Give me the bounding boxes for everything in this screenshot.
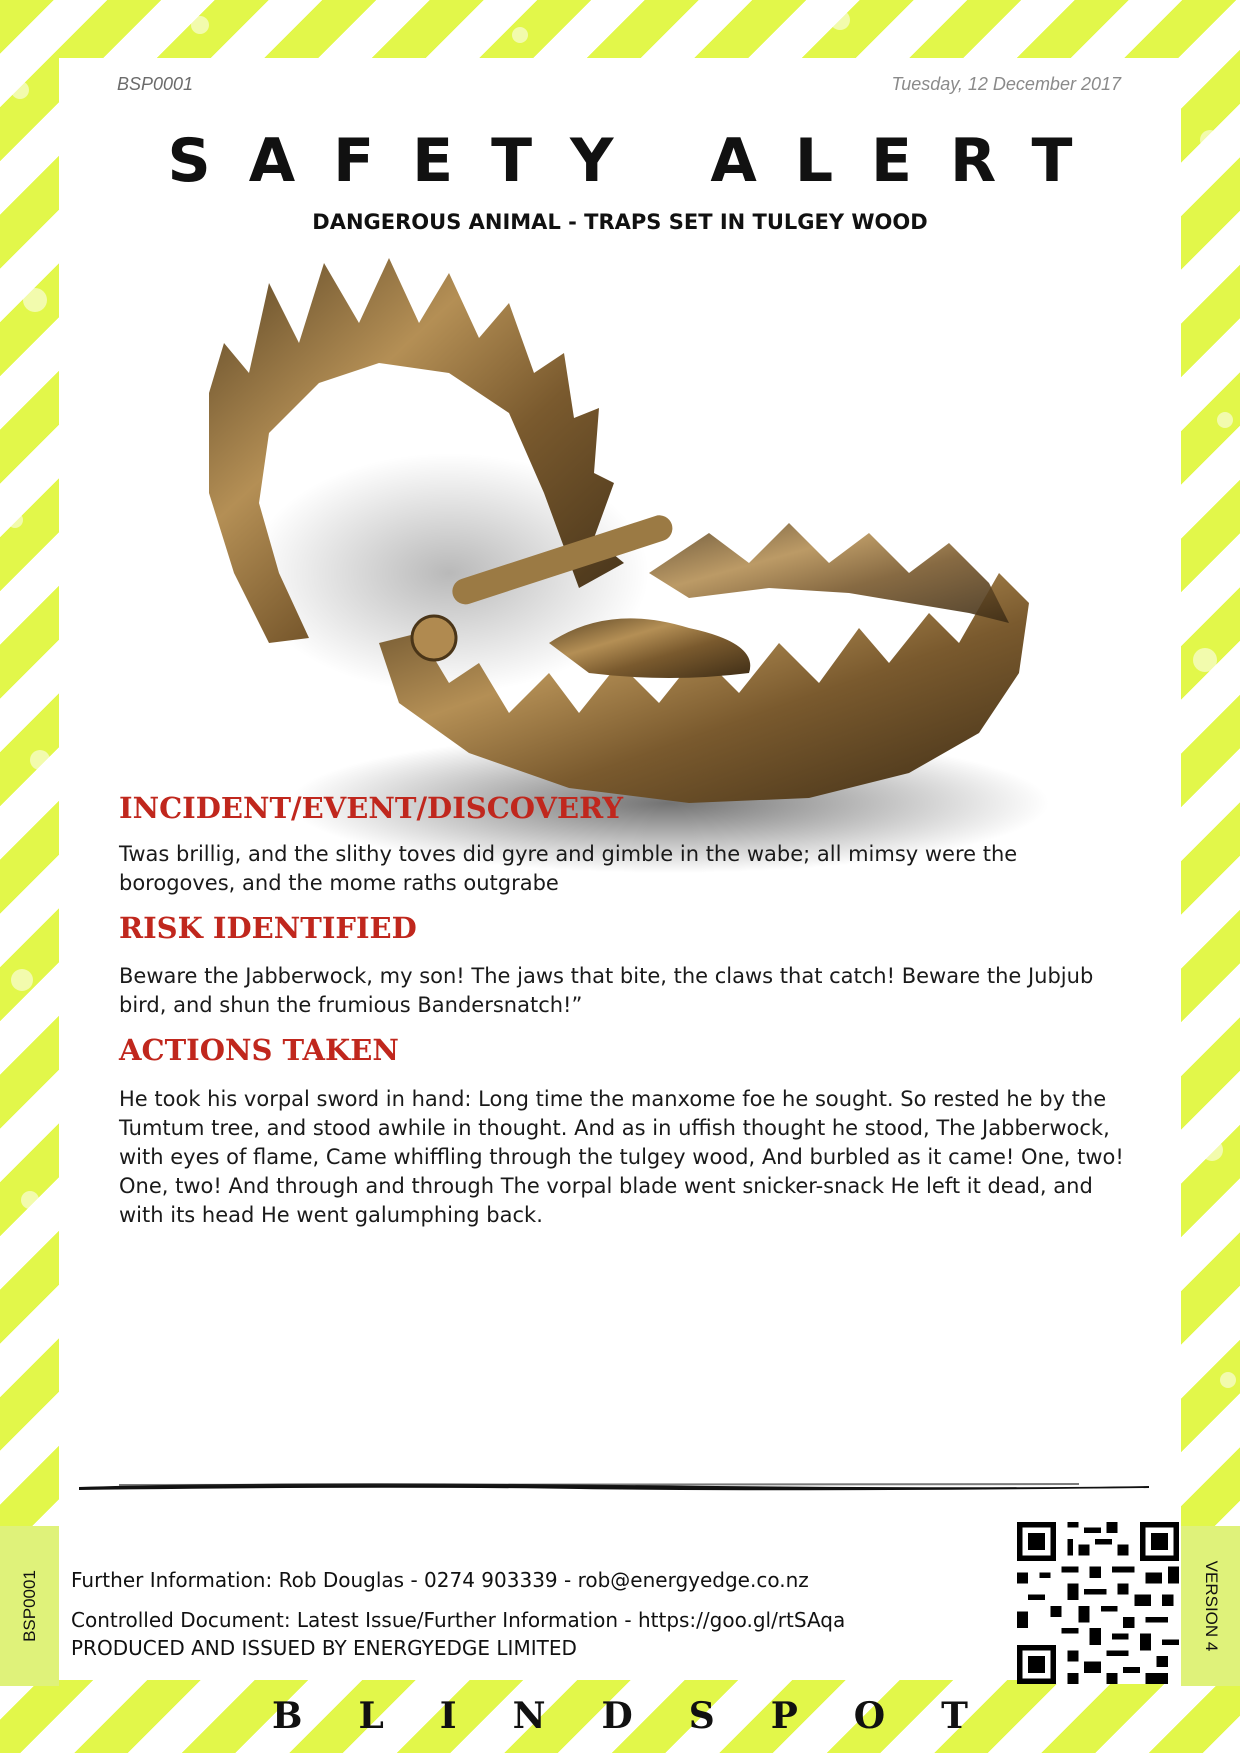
produced-by-line: PRODUCED AND ISSUED BY ENERGYEDGE LIMITED: [71, 1636, 577, 1660]
side-tab-doc-id: [0, 1526, 59, 1686]
side-tab-version: [1181, 1526, 1240, 1686]
document-date: Tuesday, 12 December 2017: [891, 74, 1121, 94]
page-subtitle: DANGEROUS ANIMAL - TRAPS SET IN TULGEY WOOD: [312, 210, 928, 234]
page-title: SAFETY ALERT: [167, 126, 1111, 196]
qr-code-icon: [1017, 1522, 1179, 1684]
section-body-actions: He took his vorpal sword in hand: Long time the manxome foe he sought. So rested he by the Tumtum tree, and stood awhile in thought. And as in uffish thought he stood, The Jabberwock, with eyes of flame, Came whiffling through the tulgey wood, And burbled as it came! One, two! One, two! And through and through The vorpal blade went snicker-snack He left it dead, and with its head He went galumphing back.: [119, 1087, 1124, 1227]
section-heading-risk: RISK IDENTIFIED: [119, 911, 417, 945]
side-version: VERSION 4: [1201, 1560, 1221, 1652]
bear-trap-illustration: [149, 243, 1089, 933]
section-body-risk: Beware the Jabberwock, my son! The jaws that bite, the claws that catch! Beware the Jubjub bird, and shun the frumious Bandersnatch!”: [119, 964, 1094, 1017]
section-body-incident: Twas brillig, and the slithy toves did gyre and gimble in the wabe; all mimsy were the borogoves, and the mome raths outgrabe: [119, 842, 1018, 895]
brush-divider: [79, 1476, 1149, 1496]
brand-wordmark: BLINDSPOT: [272, 1695, 1024, 1737]
document-id: BSP0001: [117, 74, 194, 94]
section-heading-actions: ACTIONS TAKEN: [119, 1033, 399, 1067]
alert-page: [59, 58, 1181, 1680]
section-heading-incident: INCIDENT/EVENT/DISCOVERY: [119, 791, 624, 825]
controlled-document-line: Controlled Document: Latest Issue/Further Information - https://goo.gl/rtSAqa: [71, 1608, 846, 1632]
further-information: Further Information: Rob Douglas - 0274 903339 - rob@energyedge.co.nz: [71, 1568, 809, 1592]
side-doc-id: BSP0001: [19, 1570, 39, 1642]
